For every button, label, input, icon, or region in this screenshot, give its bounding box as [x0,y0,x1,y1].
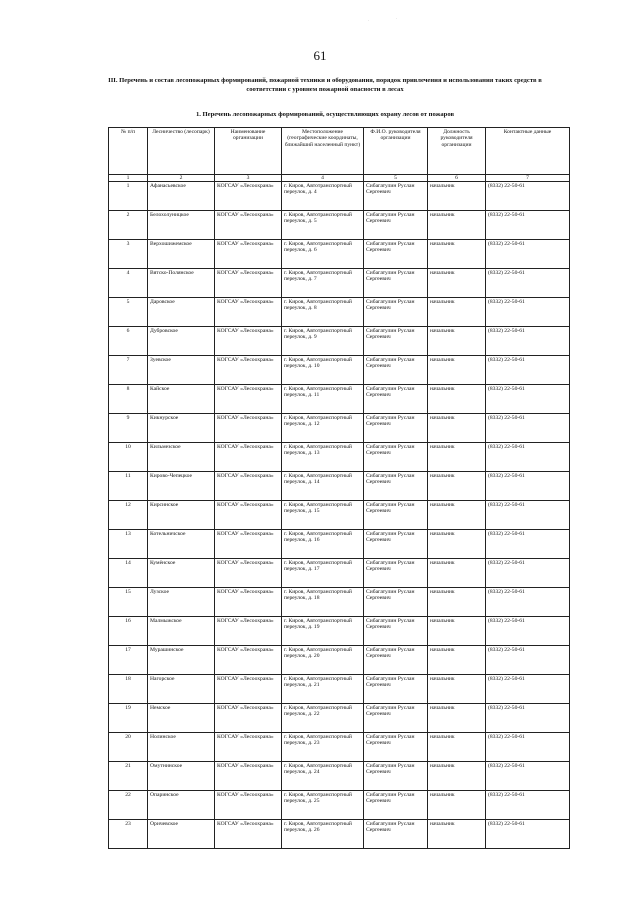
row-number: 1 [109,182,148,211]
table-row [109,240,570,269]
contact-cell: (8332) 22-50-61 [486,762,570,791]
position-cell: начальник [428,820,486,849]
row-number: 11 [109,472,148,501]
fire-formations-table [108,127,570,849]
position-cell: начальник [428,559,486,588]
location-cell: г. Киров, Автотранспортный переулок, д. 10 [282,356,364,385]
organization-cell: КОГСАУ «Лесоохрана» [215,269,282,298]
forestry-cell: Белохолуницкое [148,211,215,240]
position-cell: начальник [428,327,486,356]
table-row [109,327,570,356]
forestry-cell: Кирово-Чепецкое [148,472,215,501]
contact-cell: (8332) 22-50-61 [486,182,570,211]
contact-cell: (8332) 22-50-61 [486,211,570,240]
row-number: 19 [109,704,148,733]
head-name-cell: Сибагатулин Руслан Сергеевич [364,646,428,675]
location-cell: г. Киров, Автотранспортный переулок, д. 12 [282,414,364,443]
forestry-cell: Зуевское [148,356,215,385]
forestry-cell: Опаринское [148,791,215,820]
forestry-cell: Лузское [148,588,215,617]
location-cell: г. Киров, Автотранспортный переулок, д. 20 [282,646,364,675]
position-cell: начальник [428,211,486,240]
position-cell: начальник [428,298,486,327]
forestry-cell: Мурашинское [148,646,215,675]
location-cell: г. Киров, Автотранспортный переулок, д. 15 [282,501,364,530]
contact-cell: (8332) 22-50-61 [486,559,570,588]
position-cell: начальник [428,733,486,762]
contact-cell: (8332) 22-50-61 [486,414,570,443]
position-cell: начальник [428,791,486,820]
organization-cell: КОГСАУ «Лесоохрана» [215,588,282,617]
contact-cell: (8332) 22-50-61 [486,617,570,646]
head-name-cell: Сибагатулин Руслан Сергеевич [364,820,428,849]
column-number: 7 [486,175,570,182]
row-number: 3 [109,240,148,269]
head-name-cell: Сибагатулин Руслан Сергеевич [364,704,428,733]
location-cell: г. Киров, Автотранспортный переулок, д. 7 [282,269,364,298]
table-row [109,298,570,327]
organization-cell: КОГСАУ «Лесоохрана» [215,733,282,762]
forestry-cell: Верхошижемское [148,240,215,269]
organization-cell: КОГСАУ «Лесоохрана» [215,559,282,588]
table-row [109,617,570,646]
organization-cell: КОГСАУ «Лесоохрана» [215,762,282,791]
organization-cell: КОГСАУ «Лесоохрана» [215,791,282,820]
position-cell: начальник [428,414,486,443]
forestry-cell: Оричевское [148,820,215,849]
forestry-cell: Омутнинское [148,762,215,791]
contact-cell: (8332) 22-50-61 [486,791,570,820]
table-row [109,762,570,791]
contact-cell: (8332) 22-50-61 [486,327,570,356]
row-number: 13 [109,530,148,559]
head-name-cell: Сибагатулин Руслан Сергеевич [364,501,428,530]
head-name-cell: Сибагатулин Руслан Сергеевич [364,675,428,704]
location-cell: г. Киров, Автотранспортный переулок, д. 13 [282,443,364,472]
organization-cell: КОГСАУ «Лесоохрана» [215,385,282,414]
organization-cell: КОГСАУ «Лесоохрана» [215,704,282,733]
position-cell: начальник [428,240,486,269]
row-number: 21 [109,762,148,791]
location-cell: г. Киров, Автотранспортный переулок, д. 9 [282,327,364,356]
head-name-cell: Сибагатулин Руслан Сергеевич [364,762,428,791]
head-name-cell: Сибагатулин Руслан Сергеевич [364,356,428,385]
contact-cell: (8332) 22-50-61 [486,240,570,269]
head-name-cell: Сибагатулин Руслан Сергеевич [364,211,428,240]
column-number: 3 [215,175,282,182]
row-number: 16 [109,617,148,646]
column-number: 6 [428,175,486,182]
section-title: III. Перечень и состав лесопожарных формирований, пожарной техники и оборудования, порядок привлечения и использования таких средств в соответствии с уровнем пожарной опасности в лесах [108,77,542,93]
organization-cell: КОГСАУ «Лесоохрана» [215,646,282,675]
organization-cell: КОГСАУ «Лесоохрана» [215,472,282,501]
table-body [109,182,570,849]
table-title: 1. Перечень лесопожарных формирований, осуществляющих охрану лесов от пожаров [195,111,455,118]
row-number: 7 [109,356,148,385]
organization-cell: КОГСАУ «Лесоохрана» [215,327,282,356]
head-name-cell: Сибагатулин Руслан Сергеевич [364,298,428,327]
table-row [109,675,570,704]
organization-cell: КОГСАУ «Лесоохрана» [215,240,282,269]
contact-cell: (8332) 22-50-61 [486,675,570,704]
position-cell: начальник [428,646,486,675]
header-row [109,128,570,175]
forestry-cell: Кильмезское [148,443,215,472]
position-cell: начальник [428,182,486,211]
location-cell: г. Киров, Автотранспортный переулок, д. 24 [282,762,364,791]
table-row [109,269,570,298]
table-row [109,182,570,211]
organization-cell: КОГСАУ «Лесоохрана» [215,414,282,443]
location-cell: г. Киров, Автотранспортный переулок, д. 14 [282,472,364,501]
forestry-cell: Кумёнское [148,559,215,588]
contact-cell: (8332) 22-50-61 [486,298,570,327]
contact-cell: (8332) 22-50-61 [486,472,570,501]
forestry-cell: Котельничское [148,530,215,559]
forestry-cell: Афанасьевское [148,182,215,211]
column-number: 5 [364,175,428,182]
row-number: 20 [109,733,148,762]
table-row [109,530,570,559]
head-name-cell: Сибагатулин Руслан Сергеевич [364,182,428,211]
head-name-cell: Сибагатулин Руслан Сергеевич [364,443,428,472]
location-cell: г. Киров, Автотранспортный переулок, д. 4 [282,182,364,211]
row-number: 2 [109,211,148,240]
position-cell: начальник [428,588,486,617]
column-number-row [109,175,570,182]
head-name-cell: Сибагатулин Руслан Сергеевич [364,733,428,762]
position-cell: начальник [428,675,486,704]
page-number: 61 [313,48,327,63]
table-row [109,211,570,240]
forestry-cell: Даровское [148,298,215,327]
head-name-cell: Сибагатулин Руслан Сергеевич [364,559,428,588]
contact-cell: (8332) 22-50-61 [486,733,570,762]
scan-speck: · [368,18,370,23]
position-cell: начальник [428,356,486,385]
table-row [109,733,570,762]
location-cell: г. Киров, Автотранспортный переулок, д. 16 [282,530,364,559]
row-number: 9 [109,414,148,443]
position-cell: начальник [428,269,486,298]
table-row [109,443,570,472]
forestry-cell: Вятско-Полянское [148,269,215,298]
organization-cell: КОГСАУ «Лесоохрана» [215,356,282,385]
organization-cell: КОГСАУ «Лесоохрана» [215,443,282,472]
table-row [109,385,570,414]
position-cell: начальник [428,501,486,530]
row-number: 15 [109,588,148,617]
head-name-cell: Сибагатулин Руслан Сергеевич [364,472,428,501]
location-cell: г. Киров, Автотранспортный переулок, д. 8 [282,298,364,327]
forestry-cell: Дубровское [148,327,215,356]
position-cell: начальник [428,443,486,472]
forestry-cell: Немское [148,704,215,733]
location-cell: г. Киров, Автотранспортный переулок, д. 18 [282,588,364,617]
row-number: 12 [109,501,148,530]
contact-cell: (8332) 22-50-61 [486,646,570,675]
location-cell: г. Киров, Автотранспортный переулок, д. 21 [282,675,364,704]
forestry-cell: Нагорское [148,675,215,704]
contact-cell: (8332) 22-50-61 [486,356,570,385]
location-cell: г. Киров, Автотранспортный переулок, д. 25 [282,791,364,820]
head-name-cell: Сибагатулин Руслан Сергеевич [364,385,428,414]
location-cell: г. Киров, Автотранспортный переулок, д. 22 [282,704,364,733]
head-name-cell: Сибагатулин Руслан Сергеевич [364,414,428,443]
table-row [109,588,570,617]
organization-cell: КОГСАУ «Лесоохрана» [215,617,282,646]
position-cell: начальник [428,530,486,559]
table-row [109,501,570,530]
contact-cell: (8332) 22-50-61 [486,501,570,530]
location-cell: г. Киров, Автотранспортный переулок, д. 26 [282,820,364,849]
row-number: 14 [109,559,148,588]
contact-cell: (8332) 22-50-61 [486,443,570,472]
forestry-cell: Нолинское [148,733,215,762]
position-cell: начальник [428,472,486,501]
organization-cell: КОГСАУ «Лесоохрана» [215,530,282,559]
position-cell: начальник [428,762,486,791]
organization-cell: КОГСАУ «Лесоохрана» [215,211,282,240]
location-cell: г. Киров, Автотранспортный переулок, д. 23 [282,733,364,762]
forestry-cell: Кирсинское [148,501,215,530]
forestry-cell: Кикнурское [148,414,215,443]
column-header: Ф.И.О. руководителя организации [364,128,428,175]
column-header: № п/п [109,128,148,175]
head-name-cell: Сибагатулин Руслан Сергеевич [364,588,428,617]
row-number: 4 [109,269,148,298]
table-row [109,356,570,385]
organization-cell: КОГСАУ «Лесоохрана» [215,501,282,530]
column-header: Наименование организации [215,128,282,175]
head-name-cell: Сибагатулин Руслан Сергеевич [364,530,428,559]
table-row [109,646,570,675]
location-cell: г. Киров, Автотранспортный переулок, д. 6 [282,240,364,269]
head-name-cell: Сибагатулин Руслан Сергеевич [364,240,428,269]
row-number: 18 [109,675,148,704]
column-header: Местоположение (географические координаты, ближайший населенный пункт) [282,128,364,175]
row-number: 23 [109,820,148,849]
row-number: 6 [109,327,148,356]
row-number: 22 [109,791,148,820]
forestry-cell: Малмыжское [148,617,215,646]
column-header: Должность руководителя организации [428,128,486,175]
head-name-cell: Сибагатулин Руслан Сергеевич [364,791,428,820]
location-cell: г. Киров, Автотранспортный переулок, д. 5 [282,211,364,240]
table-row [109,472,570,501]
row-number: 10 [109,443,148,472]
column-number: 2 [148,175,215,182]
position-cell: начальник [428,704,486,733]
organization-cell: КОГСАУ «Лесоохрана» [215,675,282,704]
row-number: 17 [109,646,148,675]
forestry-cell: Кайское [148,385,215,414]
row-number: 5 [109,298,148,327]
organization-cell: КОГСАУ «Лесоохрана» [215,298,282,327]
contact-cell: (8332) 22-50-61 [486,588,570,617]
location-cell: г. Киров, Автотранспортный переулок, д. 17 [282,559,364,588]
organization-cell: КОГСАУ «Лесоохрана» [215,820,282,849]
organization-cell: КОГСАУ «Лесоохрана» [215,182,282,211]
contact-cell: (8332) 22-50-61 [486,530,570,559]
contact-cell: (8332) 22-50-61 [486,385,570,414]
head-name-cell: Сибагатулин Руслан Сергеевич [364,617,428,646]
location-cell: г. Киров, Автотранспортный переулок, д. 11 [282,385,364,414]
contact-cell: (8332) 22-50-61 [486,704,570,733]
column-header: Лесничество (лесопарк) [148,128,215,175]
table-row [109,414,570,443]
contact-cell: (8332) 22-50-61 [486,269,570,298]
row-number: 8 [109,385,148,414]
head-name-cell: Сибагатулин Руслан Сергеевич [364,327,428,356]
position-cell: начальник [428,385,486,414]
column-number: 4 [282,175,364,182]
contact-cell: (8332) 22-50-61 [486,820,570,849]
scan-speck: · [396,16,398,21]
column-number: 1 [109,175,148,182]
table-row [109,704,570,733]
column-header: Контактные данные [486,128,570,175]
table-row [109,791,570,820]
location-cell: г. Киров, Автотранспортный переулок, д. 19 [282,617,364,646]
head-name-cell: Сибагатулин Руслан Сергеевич [364,269,428,298]
position-cell: начальник [428,617,486,646]
table-row [109,820,570,849]
table-row [109,559,570,588]
